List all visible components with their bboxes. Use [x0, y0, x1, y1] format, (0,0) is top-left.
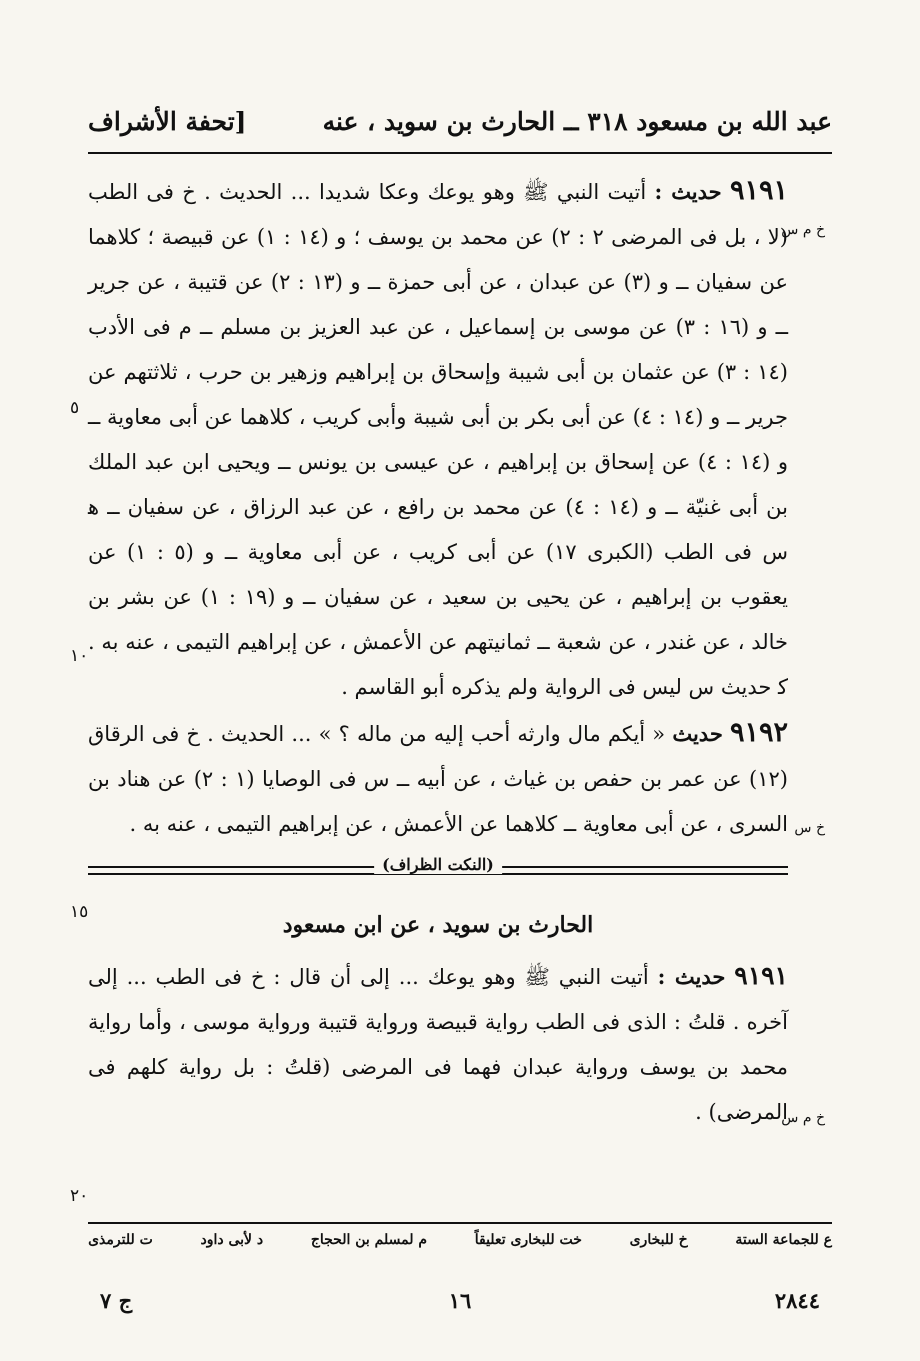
serial-number: ٢٨٤٤ [774, 1288, 820, 1313]
section-divider [88, 857, 788, 883]
abbrev-item: خت للبخارى تعليقاً [474, 1232, 582, 1248]
header-left: [تحفة الأشراف [88, 106, 247, 136]
line-number: ٥ [70, 398, 80, 418]
entry-text: أتيت النبي ﷺ وهو يوعك وعكا شديدا ... الحديث . خ فى الطب (لا ، بل فى المرضى ٢ : ٢) عن محمد بن يوسف ؛ و (١٤ : ١) عن قبيصة ؛ كلاهما عن سفيان ــ و (٣) عن عبدان ، عن أبى حمزة ــ و (١٣ : ٢) عن قتيبة ، عن جرير ــ و (١٦ : ٣) عن موسى بن إسماعيل ، عن عبد العزيز بن مسلم ــ م فى الأدب (١٤ : ٣) عن عثمان بن أبى شيبة وإسحاق بن إبراهيم وزهير بن حرب ، ثلاثتهم عن جرير ــ و (١٤ : ٤) عن أبى بكر بن أبى شيبة وأبى كريب ، كلاهما عن أبى معاوية ــ و (١٤ : ٤) عن إسحاق بن إبراهيم ، عن عيسى بن يونس ــ ويحيى ابن عبد الملك بن أبى غنيّة ــ و (١٤ : ٤) عن محمد بن رافع ، عن عبد الرزاق ، عن سفيان ــ ﻫ س فى الطب (الكبرى ١٧) عن أبى كريب ، عن أبى معاوية ــ و (٥ : ١) عن يعقوب بن إبراهيم ، عن يحيى بن سعيد ، عن سفيان ــ و (١٩ : ١) عن بشر بن خالد ، عن غندر ، عن شعبة ــ ثمانيتهم عن الأعمش ، عن إبراهيم التيمى ، عنه به . ﮐ حديث س ليس فى الرواية ولم يذكره أبو القاسم . [88, 180, 789, 699]
abbrev-item: م لمسلم بن الحجاج [310, 1232, 428, 1248]
abbrev-item: د لأبى داود [200, 1232, 264, 1248]
entry-text: أتيت النبي ﷺ وهو يوعك ... إلى أن قال : خ فى الطب ... إلى آخره . قلتُ : الذى فى الطب رواية قبيصة ورواية قتيبة ورواية موسى ، وأما رواية محمد بن يوسف ورواية عبدان فهما فى المرضى (قلتُ : بل رواية كلهم فى المرضى) . [88, 965, 788, 1124]
section-title: الحارث بن سويد ، عن ابن مسعود [282, 912, 594, 938]
side-mark: خ م س [781, 1110, 825, 1126]
entry-number: ٩١٩٢ [729, 717, 788, 748]
header-right: عبد الله بن مسعود ٣١٨ ــ الحارث بن سويد ، عنه [322, 106, 832, 136]
line-number: ١٥ [70, 902, 89, 922]
abbrev-item: ع للجماعة الستة [735, 1232, 832, 1248]
entry-text: « أيكم مال وارثه أحب إليه من ماله ؟ » ... الحديث . خ فى الرقاق (١٢) عن عمر بن حفص بن غياث ، عن أبيه ــ س فى الوصايا (١ : ٢) عن هناد بن السرى ، عن أبى معاوية ــ كلاهما عن الأعمش ، عن إبراهيم التيمى ، عنه به . [88, 722, 788, 836]
side-mark: خ س [794, 820, 825, 836]
abbrev-item: ت للترمذى [88, 1232, 153, 1248]
entry-label: حديث : [654, 179, 722, 204]
hadith-entry-9192 [88, 710, 788, 847]
main-text [88, 168, 788, 1135]
entry-number: ٩١٩١ [734, 961, 788, 990]
entry-number: ٩١٩١ [729, 175, 788, 206]
header-rule [88, 152, 832, 154]
hadith-entry-9191 [88, 168, 788, 710]
nukat-entry-9191 [88, 953, 788, 1135]
volume-number: ج ٧ [100, 1288, 133, 1313]
line-number: ٢٠ [70, 1186, 89, 1206]
footer-rule [88, 1222, 832, 1224]
abbrev-item: خ للبخارى [629, 1232, 688, 1248]
running-header [88, 96, 832, 146]
side-mark: خ م س [781, 222, 825, 238]
line-number: ١٠ [70, 646, 89, 666]
abbreviation-key [88, 1232, 832, 1248]
divider-label: (النكت الظراف) [374, 855, 502, 874]
page-number: ١٦ [448, 1288, 472, 1313]
entry-label: حديث : [657, 964, 726, 989]
entry-label: حديث [672, 721, 723, 746]
